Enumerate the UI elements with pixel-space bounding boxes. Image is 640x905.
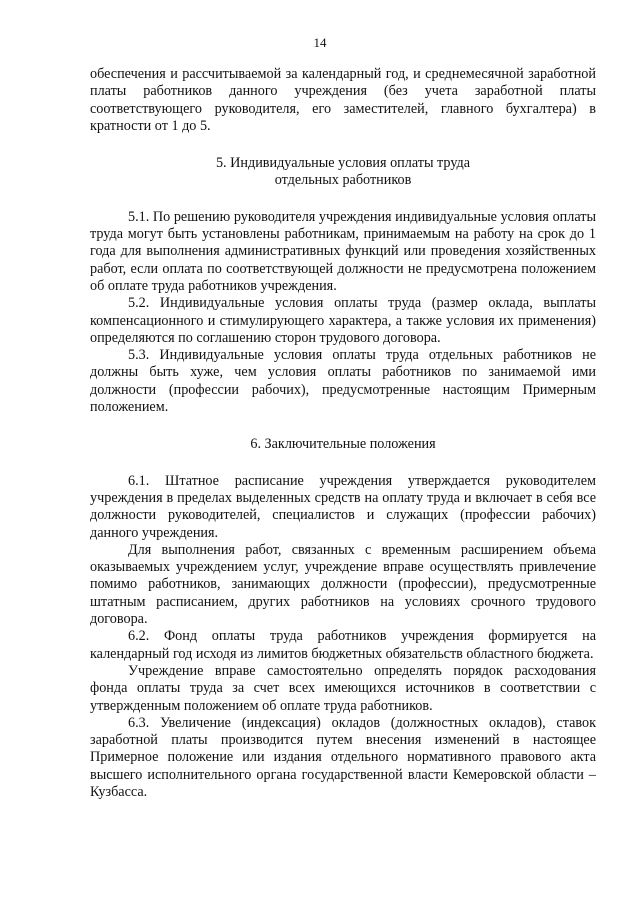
section-5-title-line-1: 5. Индивидуальные условия оплаты труда — [215, 155, 471, 172]
paragraph-6-2: 6.2. Фонд оплаты труда работников учреждения формируется на календарный год исходя из лимитов бюджетных обязательств областного бюджета. — [90, 628, 596, 662]
paragraph-6-1: 6.1. Штатное расписание учреждения утверждается руководителем учреждения в пределах выделенных средств на оплату труда и включает в себя все должности руководителей, специалистов и служащих (профессии рабочих) данного учреждения. — [90, 472, 596, 541]
paragraph-6-2-continued: Учреждение вправе самостоятельно определять порядок расходования фонда оплаты труда за счет всех имеющихся источников в соответствии с утвержденным положением об оплате труда работников. — [90, 662, 596, 714]
paragraph-5-1: 5.1. По решению руководителя учреждения индивидуальные условия оплаты труда могут быть установлены работникам, принимаемым на работу на срок до 1 года для выполнения административных функций или проведения хозяйственных работ, если оплата по соответствующей должности не предусмотрена положением об оплате труда работников учреждения. — [90, 208, 596, 294]
paragraph-6-1-continued: Для выполнения работ, связанных с временным расширением объема оказываемых учреждением услуг, учреждение вправе осуществлять привлечение помимо работников, занимающих должности (профессии), предусмотренные штатным расписанием, других работников на условиях срочного трудового договора. — [90, 541, 596, 628]
intro-paragraph: обеспечения и рассчитываемой за календарный год, и среднемесячной заработной платы работников данного учреждения (без учета заработной платы соответствующего руководителя, его заместителей, главного бухгалтера) в кратности от 1 до 5. — [90, 66, 596, 134]
section-6-title: 6. Заключительные положения — [250, 436, 436, 453]
section-5-title-line-2: отдельных работников — [274, 172, 412, 189]
page-number: 14 — [313, 35, 327, 50]
document-body — [90, 66, 596, 801]
paragraph-5-2: 5.2. Индивидуальные условия оплаты труда (размер оклада, выплаты компенсационного и стимулирующего характера, а также условия их применения) определяются по соглашению сторон трудового договора. — [90, 295, 596, 346]
paragraph-6-3: 6.3. Увеличение (индексация) окладов (должностных окладов), ставок заработной платы производится путем внесения изменений в настоящее Примерное положение или издания отдельного нормативного правового акта высшего исполнительного органа государственной власти Кемеровской области – Кузбасса. — [90, 714, 596, 800]
paragraph-5-3: 5.3. Индивидуальные условия оплаты труда отдельных работников не должны быть хуже, чем условия оплаты работников по занимаемой ими должности (профессии рабочих), предусмотренные настоящим Примерным положением. — [90, 347, 596, 416]
section-5-heading — [90, 155, 596, 190]
section-6-heading — [90, 436, 596, 453]
